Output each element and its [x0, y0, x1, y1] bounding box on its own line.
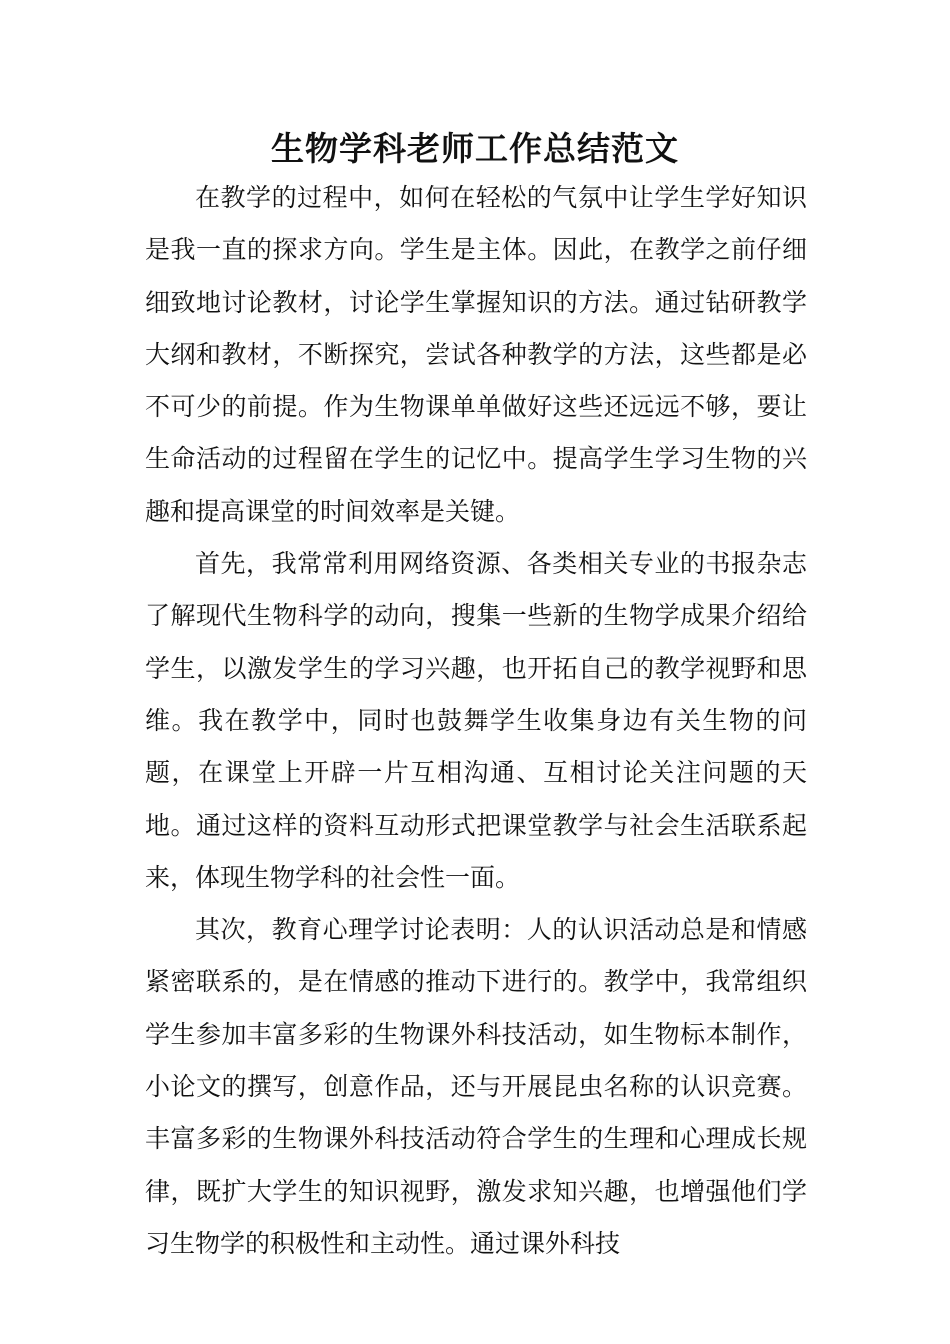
document-title: 生物学科老师工作总结范文: [271, 129, 679, 168]
paragraph-3: 其次，教育心理学讨论表明：人的认识活动总是和情感紧密联系的，是在情感的推动下进行的。教学中，我常组织学生参加丰富多彩的生物课外科技活动，如生物标本制作，小论文的撰写，创意作品，还与开展昆虫名称的认识竞赛。丰富多彩的生物课外科技活动符合学生的生理和心理成长规律，既扩大学生的知识视野，激发求知兴趣，也增强他们学习生物学的积极性和主动性。通过课外科技: [145, 915, 807, 1258]
paragraph-1: 在教学的过程中，如何在轻松的气氛中让学生学好知识是我一直的探求方向。学生是主体。因此，在教学之前仔细细致地讨论教材，讨论学生掌握知识的方法。通过钻研教学大纲和教材，不断探究，尝试各种教学的方法，这些都是必不可少的前提。作为生物课单单做好这些还远远不够，要让生命活动的过程留在学生的记忆中。提高学生学习生物的兴趣和提高课堂的时间效率是关键。: [145, 183, 807, 526]
paragraph-2: 首先，我常常利用网络资源、各类相关专业的书报杂志了解现代生物科学的动向，搜集一些新的生物学成果介绍给学生，以激发学生的学习兴趣，也开拓自己的教学视野和思维。我在教学中，同时也鼓舞学生收集身边有关生物的问题，在课堂上开辟一片互相沟通、互相讨论关注问题的天地。通过这样的资料互动形式把课堂教学与社会生活联系起来，体现生物学科的社会性一面。: [145, 549, 807, 892]
document-body: [145, 172, 807, 1270]
